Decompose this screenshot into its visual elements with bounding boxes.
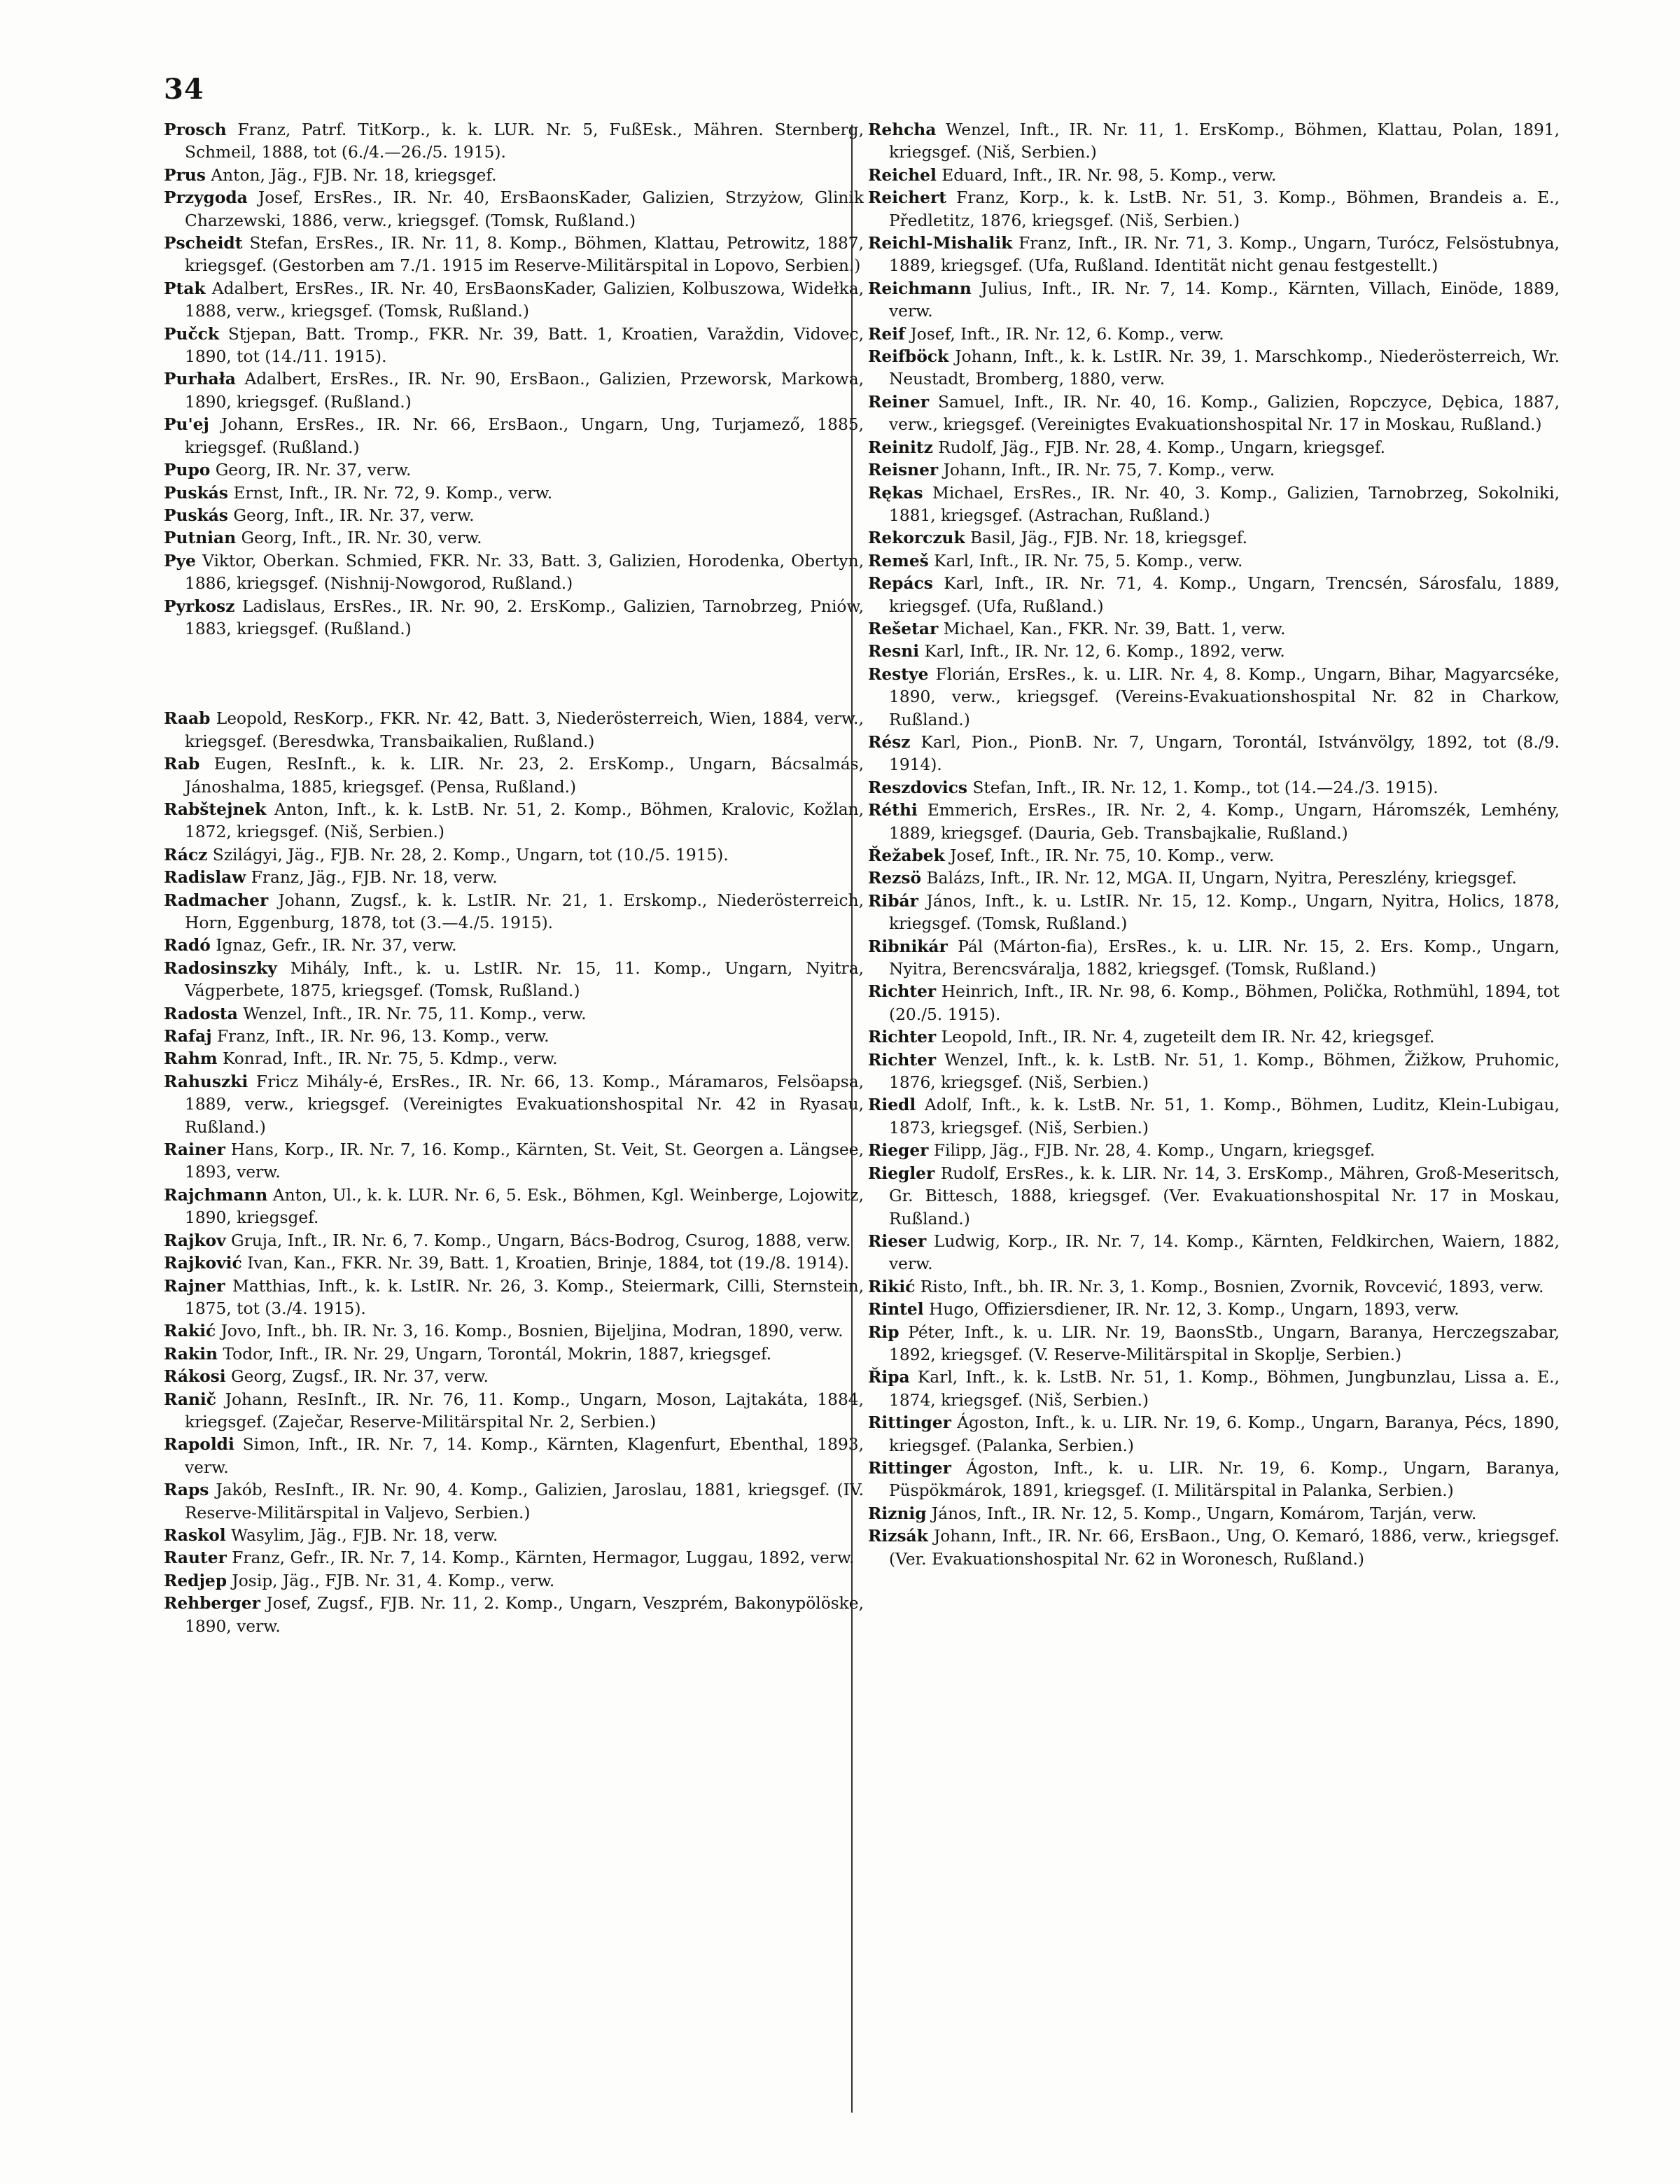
list-item [868,437,1560,459]
entry-surname: Rajchmann [164,1185,268,1205]
entry-surname: Pupo [164,461,211,480]
entry-details: Franz, Korp., k. k. LstB. Nr. 51, 3. Komp., Böhmen, Brandeis a. E., Předletitz, 1876, kriegsgef. (Niš, Serbien.) [889,188,1560,230]
entry-details: Josef, ErsRes., IR. Nr. 40, ErsBaonsKader, Galizien, Strzyżow, Glinik Charzewski, 1886, verw., kriegsgef. (Tomsk, Rußland.) [185,188,864,230]
list-item [164,1434,864,1479]
entry-surname: Rieger [868,1141,929,1161]
entry-details: János, Inft., IR. Nr. 12, 5. Komp., Ungarn, Komárom, Tarján, verw. [926,1504,1477,1523]
entry-details: Leopold, ResKorp., FKR. Nr. 42, Batt. 3, Niederösterreich, Wien, 1884, verw., kriegsgef. (Beresdwka, Transbaikalien, Rußland.) [185,709,864,751]
list-item [164,867,864,889]
entry-surname: Reinitz [868,438,933,457]
list-item [868,799,1560,845]
list-item [868,1163,1560,1231]
entry-details: Johann, Zugsf., k. k. LstIR. Nr. 21, 1. Erskomp., Niederösterreich, Horn, Eggenburg, 1878, tot (3.—4./5. 1915). [185,890,864,932]
entry-surname: Rahm [164,1049,218,1069]
entry-surname: Reichl-Mishalik [868,234,1013,253]
entry-details: Anton, Inft., k. k. LstB. Nr. 51, 2. Komp., Böhmen, Kralovic, Kožlan, 1872, kriegsgef. (Niš, Serbien.) [185,799,864,842]
entry-surname: Rajner [164,1276,225,1296]
list-item [164,505,864,527]
entry-surname: Rahuszki [164,1072,248,1091]
list-item [164,459,864,482]
entry-details: Georg, IR. Nr. 37, verw. [210,461,412,480]
entry-surname: Resni [868,642,920,662]
entry-surname: Rikić [868,1277,916,1296]
list-item [868,232,1560,278]
entry-surname: Rácz [164,845,208,864]
list-item [868,187,1560,232]
list-item [164,1139,864,1184]
entry-surname: Rieser [868,1231,927,1251]
entry-details: Matthias, Inft., k. k. LstIR. Nr. 26, 3. Komp., Steiermark, Cilli, Sternstein, 1875, tot (3./4. 1915). [185,1276,864,1318]
list-item [868,777,1560,799]
list-item [164,799,864,844]
entry-surname: Riegler [868,1163,935,1183]
entry-details: Wenzel, Inft., IR. Nr. 11, 1. ErsKomp., Böhmen, Klattau, Polan, 1891, kriegsgef. (Niš, Serbien.) [889,120,1560,162]
entry-details: Risto, Inft., bh. IR. Nr. 3, 1. Komp., Bosnien, Zvornik, Rovcević, 1893, verw. [915,1277,1544,1296]
entry-details: Stjepan, Batt. Tromp., FKR. Nr. 39, Batt. 1, Kroatien, Varaždin, Vidovec, 1890, tot (14./11. 1915). [185,324,864,367]
entry-surname: Rekorczuk [868,528,965,548]
list-item [164,1026,864,1048]
list-item [164,1547,864,1569]
page-number: 34 [164,73,204,106]
list-item [868,664,1560,732]
list-item [868,1412,1560,1457]
entry-details: Johann, Inft., k. k. LstIR. Nr. 39, 1. Marschkomp., Niederösterreich, Wr. Neustadt, Bromberg, 1880, verw. [889,347,1560,389]
entry-surname: Riedl [868,1096,916,1115]
entry-surname: Ranič [164,1390,216,1409]
list-item [164,1048,864,1070]
entry-details: Samuel, Inft., IR. Nr. 40, 16. Komp., Galizien, Ropczyce, Dębica, 1887, verw., kriegsgef. (Vereinigtes Evakuationshospital Nr. 17 in Moskau, Rußland.) [889,392,1560,435]
list-item [164,368,864,414]
list-item [164,1320,864,1343]
list-item [868,527,1560,550]
entry-details: Adolf, Inft., k. k. LstB. Nr. 51, 1. Komp., Böhmen, Luditz, Klein-Lubigau, 1873, kriegsgef. (Niš, Serbien.) [889,1096,1560,1138]
left-column [164,119,864,1638]
list-item [868,1276,1560,1298]
list-item [868,482,1560,528]
list-item [164,753,864,799]
entry-details: Karl, Inft., IR. Nr. 71, 4. Komp., Ungarn, Trencsén, Sárosfalu, 1889, kriegsgef. (Ufa, Rußland.) [889,574,1560,616]
entry-surname: Rab [164,755,200,774]
entry-surname: Radosinszky [164,958,277,978]
entry-details: Franz, Patrf. TitKorp., k. k. LUR. Nr. 5, FußEsk., Mähren. Sternberg, Schmeil, 1888, tot (6./4.—26./5. 1915). [185,120,864,162]
list-item [164,1592,864,1638]
entry-surname: Rezsö [868,869,922,888]
entry-details: Ernst, Inft., IR. Nr. 72, 9. Komp., verw. [227,483,553,503]
entry-surname: Pučck [164,324,219,344]
entry-details: Eduard, Inft., IR. Nr. 98, 5. Komp., verw. [936,165,1277,185]
list-item [868,618,1560,640]
entry-surname: Rész [868,732,911,752]
entry-surname: Rehcha [868,120,937,139]
entry-surname: Purhała [164,370,236,389]
list-item [164,1071,864,1139]
list-item [868,867,1560,890]
list-item [868,346,1560,391]
entry-surname: Raab [164,709,211,729]
entry-surname: Prosch [164,120,227,139]
list-item [868,119,1560,164]
list-item [868,1457,1560,1503]
entry-surname: Reisner [868,461,939,480]
entry-details: Ludwig, Korp., IR. Nr. 7, 14. Komp., Kärnten, Feldkirchen, Waiern, 1882, verw. [889,1231,1560,1274]
entry-details: Leopold, Inft., IR. Nr. 4, zugeteilt dem IR. Nr. 42, kriegsgef. [936,1028,1435,1047]
list-item [164,1525,864,1547]
entry-surname: Rehberger [164,1594,260,1614]
entry-surname: Riznig [868,1504,927,1523]
entry-details: Stefan, Inft., IR. Nr. 12, 1. Komp., tot (14.—24./3. 1915). [967,778,1438,797]
entry-surname: Rakić [164,1322,216,1341]
entry-surname: Réthi [868,801,918,820]
entry-details: Pál (Márton-fia), ErsRes., k. u. LIR. Nr. 15, 2. Ers. Komp., Ungarn, Nyitra, Berencsváralja, 1882, kriegsgef. (Tomsk, Rußland.) [889,937,1560,979]
entry-surname: Rittinger [868,1458,951,1478]
entry-details: Szilágyi, Jäg., FJB. Nr. 28, 2. Komp., Ungarn, tot (10./5. 1915). [207,845,729,864]
list-item [164,232,864,278]
entry-surname: Rainer [164,1140,225,1160]
entry-surname: Raskol [164,1525,226,1545]
entry-details: Adalbert, ErsRes., IR. Nr. 90, ErsBaon., Galizien, Przeworsk, Markowa, 1890, kriegsgef. (Rußland.) [185,370,864,412]
entry-details: Emmerich, ErsRes., IR. Nr. 2, 4. Komp., Ungarn, Háromszék, Lemhény, 1889, kriegsgef. (Dauria, Geb. Transbajkalie, Rußland.) [889,801,1560,843]
entry-surname: Ribár [868,891,918,911]
entry-details: Georg, Zugsf., IR. Nr. 37, verw. [225,1367,489,1387]
list-item [868,981,1560,1026]
entry-details: Johann, Inft., IR. Nr. 66, ErsBaon., Ung, O. Kemaró, 1886, verw., kriegsgef. (Ver. Evakuationshospital Nr. 62 in Woronesch, Rußland.) [889,1527,1560,1569]
entry-surname: Pu'ej [164,415,209,435]
entry-details: Karl, Pion., PionB. Nr. 7, Ungarn, Torontál, Istvánvölgy, 1892, tot (8./9. 1914). [889,732,1560,775]
entry-details: Anton, Jäg., FJB. Nr. 18, kriegsgef. [205,165,497,185]
list-item [868,1140,1560,1162]
entry-details: Simon, Inft., IR. Nr. 7, 14. Komp., Kärnten, Klagenfurt, Ebenthal, 1893, verw. [185,1435,864,1477]
entry-details: Johann, ErsRes., IR. Nr. 66, ErsBaon., Ungarn, Ung, Turjamező, 1885, kriegsgef. (Rußland.) [185,415,864,457]
entry-surname: Reichert [868,188,947,208]
entry-details: Franz, Inft., IR. Nr. 96, 13. Komp., verw. [211,1027,550,1046]
entry-surname: Rakin [164,1344,218,1364]
entry-surname: Řipa [868,1368,910,1387]
list-item [164,1252,864,1275]
list-item [164,187,864,232]
list-item [164,934,864,957]
list-item [164,1275,864,1321]
list-item [164,323,864,369]
entry-details: Hugo, Offiziersdiener, IR. Nr. 12, 3. Komp., Ungarn, 1893, verw. [923,1300,1460,1320]
list-item [868,278,1560,323]
entry-details: Todor, Inft., IR. Nr. 29, Ungarn, Torontál, Mokrin, 1887, kriegsgef. [217,1344,772,1364]
entry-details: Michael, Kan., FKR. Nr. 39, Batt. 1, verw. [938,619,1286,638]
entry-surname: Ribnikár [868,937,948,956]
entry-details: Josef, Inft., IR. Nr. 12, 6. Komp., verw. [905,324,1224,344]
entry-surname: Rauter [164,1548,227,1568]
entry-surname: Restye [868,664,929,684]
entry-details: Balázs, Inft., IR. Nr. 12, MGA. II, Ungarn, Nyitra, Pereszlény, kriegsgef. [921,869,1517,888]
entry-details: Georg, Inft., IR. Nr. 30, verw. [236,528,482,548]
entry-surname: Pyrkosz [164,596,235,616]
list-item [164,527,864,550]
entry-surname: Rintel [868,1300,924,1320]
list-item [868,1298,1560,1321]
entry-details: Viktor, Oberkan. Schmied, FKR. Nr. 33, Batt. 3, Galizien, Horodenka, Obertyn, 1886, kriegsgef. (Nishnij-Nowgorod, Rußland.) [185,551,864,594]
entry-surname: Remeš [868,551,929,570]
entry-surname: Rafaj [164,1027,212,1046]
list-item [164,596,864,641]
entry-details: Johann, Inft., IR. Nr. 75, 7. Komp., verw. [938,461,1275,480]
list-item [164,1479,864,1525]
entry-details: Franz, Inft., IR. Nr. 71, 3. Komp., Ungarn, Turócz, Felsöstubnya, 1889, kriegsgef. (Ufa, Rußland. Identität nicht genau festgestellt.) [889,234,1560,276]
entry-details: Péter, Inft., k. u. LIR. Nr. 19, BaonsStb., Ungarn, Baranya, Herczegszabar, 1892, kriegsgef. (V. Reserve-Militärspital in Skoplje, Serbien.) [889,1322,1560,1364]
entry-details: Franz, Gefr., IR. Nr. 7, 14. Komp., Kärnten, Hermagor, Luggau, 1892, verw. [226,1548,855,1568]
entry-details: Ignaz, Gefr., IR. Nr. 37, verw. [210,936,457,955]
entry-surname: Ptak [164,279,206,298]
entry-details: Wenzel, Inft., k. k. LstB. Nr. 51, 1. Komp., Böhmen, Žižkow, Pruhomic, 1876, kriegsgef. (Niš, Serbien.) [889,1050,1560,1093]
entry-surname: Radislaw [164,868,246,888]
entry-details: Anton, Ul., k. k. LUR. Nr. 6, 5. Esk., Böhmen, Kgl. Weinberge, Lojowitz, 1890, kriegsgef. [185,1185,864,1228]
list-item [164,1230,864,1252]
entry-surname: Puskás [164,505,228,525]
list-item [868,459,1560,482]
entry-surname: Reifböck [868,347,949,367]
entry-details: Gruja, Inft., IR. Nr. 6, 7. Komp., Ungarn, Bács-Bodrog, Csurog, 1888, verw. [225,1231,851,1250]
entry-surname: Rešetar [868,619,939,638]
entry-details: Josip, Jäg., FJB. Nr. 31, 4. Komp., verw. [227,1571,555,1590]
list-item [868,1525,1560,1571]
entry-details: Ágoston, Inft., k. u. LIR. Nr. 19, 6. Komp., Ungarn, Baranya, Pécs, 1890, kriegsgef. (Palanka, Serbien.) [889,1413,1560,1455]
list-item [868,890,1560,936]
entry-details: Jovo, Inft., bh. IR. Nr. 3, 16. Komp., Bosnien, Bijeljina, Modran, 1890, verw. [216,1322,844,1341]
entry-surname: Prus [164,165,206,185]
entry-surname: Reif [868,324,906,344]
list-item [164,1389,864,1434]
list-item [164,278,864,323]
list-item [868,1094,1560,1140]
entry-details: Basil, Jäg., FJB. Nr. 18, kriegsgef. [965,528,1248,548]
list-item [868,1049,1560,1095]
list-item [164,164,864,187]
entry-details: Michael, ErsRes., IR. Nr. 40, 3. Komp., Galizien, Tarnobrzeg, Sokolniki, 1881, kriegsgef. (Astrachan, Rußland.) [889,483,1560,525]
entry-surname: Radó [164,936,211,955]
right-column [868,119,1560,1571]
entry-list-b [164,708,864,1638]
list-item [164,958,864,1003]
entry-details: Ladislaus, ErsRes., IR. Nr. 90, 2. ErsKomp., Galizien, Tarnobrzeg, Pniów, 1883, kriegsgef. (Rußland.) [185,596,864,638]
list-item [164,844,864,867]
entry-details: Rudolf, ErsRes., k. k. LIR. Nr. 14, 3. ErsKomp., Mähren, Groß-Meseritsch, Gr. Bittesch, 1888, kriegsgef. (Ver. Evakuationshospital Nr. 17 in Moskau, Rußland.) [889,1163,1560,1228]
entry-surname: Rękas [868,483,923,503]
entry-details: Georg, Inft., IR. Nr. 37, verw. [227,505,475,525]
entry-details: Hans, Korp., IR. Nr. 7, 16. Komp., Kärnten, St. Veit, St. Georgen a. Längsee, 1893, verw. [185,1140,864,1182]
entry-details: Johann, ResInft., IR. Nr. 76, 11. Komp., Ungarn, Moson, Lajtakáta, 1884, kriegsgef. (Zaječar, Reserve-Militärspital Nr. 2, Serbien.) [185,1390,864,1432]
entry-details: Jakób, ResInft., IR. Nr. 90, 4. Komp., Galizien, Jaroslau, 1881, kriegsgef. (IV. Reserve-Militärspital in Valjevo, Serbien.) [185,1480,864,1522]
entry-surname: Richter [868,1028,937,1047]
list-item [868,845,1560,867]
entry-details: Adalbert, ErsRes., IR. Nr. 40, ErsBaonsKader, Galizien, Kolbuszowa, Widełka, 1888, verw., kriegsgef. (Tomsk, Rußland.) [185,279,864,321]
entry-surname: Pye [164,551,196,570]
entry-surname: Putnian [164,528,237,548]
entry-details: Rudolf, Jäg., FJB. Nr. 28, 4. Komp., Ungarn, kriegsgef. [932,438,1386,457]
list-item [164,119,864,164]
entry-surname: Rittinger [868,1413,951,1433]
entry-surname: Reszdovics [868,778,968,797]
entry-details: János, Inft., k. u. LstIR. Nr. 15, 12. Komp., Ungarn, Nyitra, Holics, 1878, kriegsgef. (Tomsk, Rußland.) [889,891,1560,934]
list-item [868,732,1560,777]
list-item [868,1366,1560,1412]
entry-details: Karl, Inft., IR. Nr. 75, 5. Komp., verw. [928,551,1243,570]
entry-details: Josef, Inft., IR. Nr. 75, 10. Komp., verw. [944,846,1275,865]
entry-surname: Pscheidt [164,234,243,253]
entry-details: Heinrich, Inft., IR. Nr. 98, 6. Komp., Böhmen, Polička, Rothmühl, 1894, tot (20./5. 1915). [889,982,1560,1024]
entry-details: Karl, Inft., IR. Nr. 12, 6. Komp., 1892, verw. [919,642,1285,662]
entry-surname: Radmacher [164,890,269,910]
list-item [868,550,1560,573]
entry-details: Konrad, Inft., IR. Nr. 75, 5. Kdmp., verw. [217,1049,558,1069]
entry-surname: Radosta [164,1004,238,1023]
entry-surname: Rizsák [868,1527,928,1546]
entry-surname: Repács [868,574,933,594]
entry-surname: Rákosi [164,1367,226,1387]
list-item [164,482,864,505]
entry-surname: Řežabek [868,846,945,865]
list-item [164,1003,864,1026]
entry-surname: Rip [868,1322,899,1342]
entry-surname: Reichmann [868,279,972,298]
list-item [164,1366,864,1388]
list-item [164,890,864,935]
list-item [868,1026,1560,1049]
entry-details: Stefan, ErsRes., IR. Nr. 11, 8. Komp., Böhmen, Klattau, Petrowitz, 1887, kriegsgef. (Gestorben am 7./1. 1915 im Reserve-Militärspital in Lopovo, Serbien.) [185,234,864,276]
entry-surname: Przygoda [164,188,248,208]
entry-details: Eugen, ResInft., k. k. LIR. Nr. 23, 2. ErsKomp., Ungarn, Bácsalmás, Jánoshalma, 1885, kriegsgef. (Pensa, Rußland.) [185,755,864,797]
entry-details: Fricz Mihály-é, ErsRes., IR. Nr. 66, 13. Komp., Máramaros, Felsöapsa, 1889, verw., kriegsgef. (Vereinigtes Evakuationshospital Nr. 42 in Ryasau, Rußland.) [185,1072,864,1137]
entry-surname: Richter [868,1050,937,1070]
entry-surname: Redjep [164,1571,227,1590]
list-item [868,323,1560,346]
list-item [868,640,1560,663]
list-item [868,1322,1560,1367]
entry-surname: Rajkov [164,1231,226,1250]
list-item [868,936,1560,981]
entry-list-right [868,119,1560,1571]
entry-details: Josef, Zugsf., FJB. Nr. 11, 2. Komp., Ungarn, Veszprém, Bakonypölöske, 1890, verw. [185,1594,864,1636]
entry-details: Julius, Inft., IR. Nr. 7, 14. Komp., Kärnten, Villach, Einöde, 1889, verw. [889,279,1560,321]
entry-surname: Rabštejnek [164,799,267,819]
entry-list-a [164,119,864,640]
list-item [164,1343,864,1366]
entry-details: Ágoston, Inft., k. u. LIR. Nr. 19, 6. Komp., Ungarn, Baranya, Püspökmárok, 1891, kriegsgef. (I. Militärspital in Palanka, Serbien.) [889,1458,1560,1501]
entry-surname: Rapoldi [164,1435,234,1455]
list-item [164,550,864,596]
list-item [868,164,1560,187]
entry-surname: Raps [164,1480,209,1500]
entry-surname: Reichel [868,165,937,185]
entry-details: Florián, ErsRes., k. u. LIR. Nr. 4, 8. Komp., Ungarn, Bihar, Magyarcséke, 1890, verw., kriegsgef. (Vereins-Evakuationshospital Nr. 82 in Charkow, Rußland.) [889,664,1560,729]
list-item [868,1503,1560,1525]
entry-details: Filipp, Jäg., FJB. Nr. 28, 4. Komp., Ungarn, kriegsgef. [928,1141,1376,1161]
entry-details: Franz, Jäg., FJB. Nr. 18, verw. [246,868,498,888]
entry-surname: Richter [868,982,937,1002]
list-item [164,1570,864,1592]
entry-details: Mihály, Inft., k. u. LstIR. Nr. 15, 11. Komp., Ungarn, Nyitra, Vágperbete, 1875, kriegsgef. (Tomsk, Rußland.) [185,958,864,1001]
section-gap [164,640,864,708]
entry-details: Wenzel, Inft., IR. Nr. 75, 11. Komp., verw. [237,1004,587,1023]
list-item [164,708,864,753]
list-item [868,1231,1560,1276]
entry-details: Karl, Inft., k. k. LstB. Nr. 51, 1. Komp., Böhmen, Jungbunzlau, Lissa a. E., 1874, kriegsgef. (Niš, Serbien.) [889,1368,1560,1410]
list-item [868,573,1560,618]
entry-surname: Puskás [164,483,228,503]
entry-details: Wasylim, Jäg., FJB. Nr. 18, verw. [225,1525,498,1545]
list-item [868,391,1560,437]
entry-surname: Rajković [164,1254,242,1273]
entry-surname: Reiner [868,392,930,412]
entry-details: Ivan, Kan., FKR. Nr. 39, Batt. 1, Kroatien, Brinje, 1884, tot (19./8. 1914). [241,1254,850,1273]
list-item [164,1184,864,1230]
list-item [164,414,864,459]
